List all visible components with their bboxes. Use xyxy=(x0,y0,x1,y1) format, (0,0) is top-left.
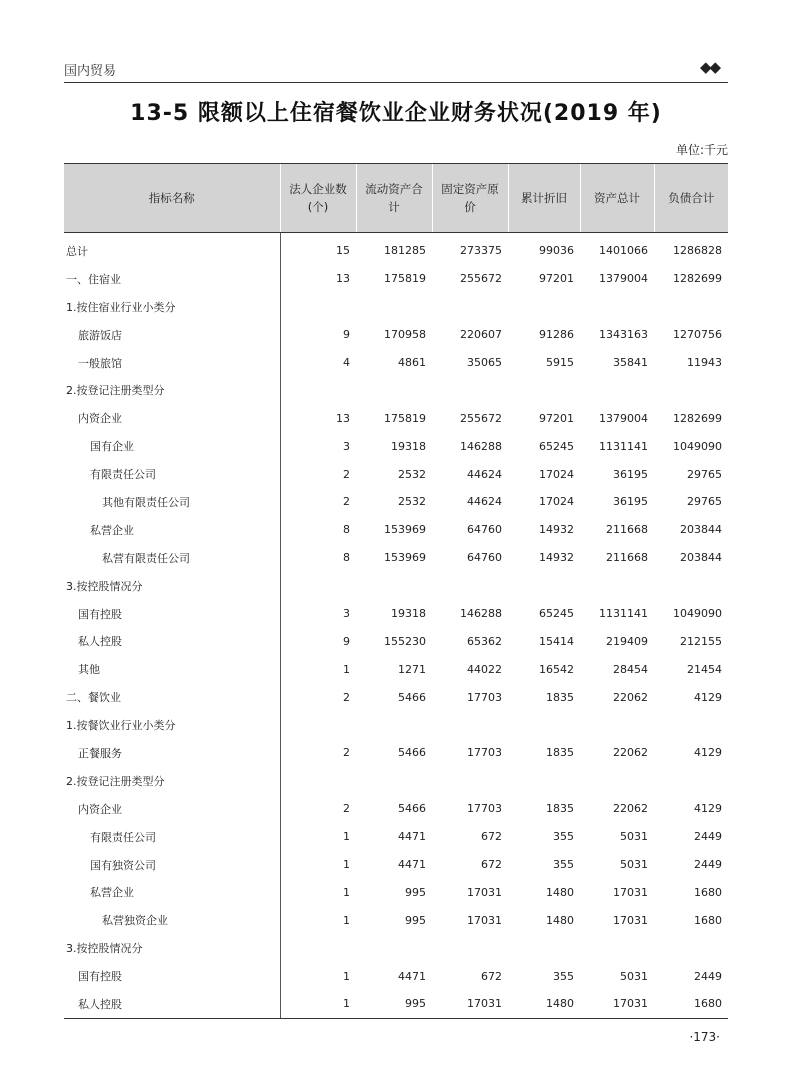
table-cell xyxy=(654,572,728,600)
column-header: 固定资产原 价 xyxy=(432,164,508,233)
table-cell xyxy=(508,572,580,600)
table-cell xyxy=(508,711,580,739)
table-cell: 5031 xyxy=(620,858,648,872)
table-cell: 255672 xyxy=(460,272,502,286)
table-cell: 211668 xyxy=(606,523,648,537)
table-row xyxy=(64,572,728,600)
row-label: 其他 xyxy=(64,655,280,683)
row-label: 3.按控股情况分 xyxy=(64,572,280,600)
table-cell: 1 xyxy=(343,885,350,899)
table-cell xyxy=(654,767,728,795)
table-cell: 4 xyxy=(343,356,350,369)
table-cell xyxy=(280,376,356,404)
table-cell: 15414 xyxy=(539,634,574,648)
row-label: 私营有限责任公司 xyxy=(64,544,280,572)
table-cell xyxy=(280,934,356,962)
table-cell: 155230 xyxy=(384,634,426,648)
table-cell: 175819 xyxy=(384,411,426,425)
table-cell: 29765 xyxy=(687,467,722,481)
table-cell: 1049090 xyxy=(673,607,722,621)
table-cell: 212155 xyxy=(680,634,722,648)
row-label: 私营独资企业 xyxy=(64,906,280,934)
table-cell xyxy=(654,293,728,321)
table-cell xyxy=(580,767,654,795)
table-row xyxy=(64,265,728,293)
table-cell: 2449 xyxy=(694,830,722,844)
table-cell: 995 xyxy=(405,885,426,899)
table-cell xyxy=(356,767,432,795)
table-cell: 1282699 xyxy=(673,272,722,286)
table-cell: 4471 xyxy=(398,858,426,872)
table-row xyxy=(64,711,728,739)
table-cell: 5466 xyxy=(398,802,426,816)
table-cell xyxy=(508,376,580,404)
table-cell: 99036 xyxy=(539,244,574,258)
row-label: 1.按餐饮业行业小类分 xyxy=(64,711,280,739)
table-cell: 4861 xyxy=(398,356,426,369)
table-row xyxy=(64,851,728,879)
column-header: 流动资产合 计 xyxy=(356,164,432,233)
table-cell: 29765 xyxy=(687,495,722,509)
table-cell: 97201 xyxy=(539,411,574,425)
column-header: 负债合计 xyxy=(654,164,728,233)
table-cell: 1271 xyxy=(398,662,426,676)
table-cell: 1480 xyxy=(508,990,580,1018)
table-cell: 36195 xyxy=(613,495,648,509)
table-cell: 5466 xyxy=(398,690,426,704)
row-label: 国有控股 xyxy=(64,600,280,628)
table-cell: 65362 xyxy=(467,634,502,648)
table-cell: 4471 xyxy=(398,969,426,983)
table-cell: 44624 xyxy=(467,467,502,481)
table-cell: 672 xyxy=(481,858,502,872)
table-cell xyxy=(654,934,728,962)
row-label: 其他有限责任公司 xyxy=(64,488,280,516)
table-cell xyxy=(580,376,654,404)
table-cell: 4129 xyxy=(694,802,722,816)
table-row xyxy=(64,767,728,795)
table-cell: 1379004 xyxy=(599,272,648,286)
row-label: 2.按登记注册类型分 xyxy=(64,376,280,404)
table-cell: 1282699 xyxy=(673,411,722,425)
table-row xyxy=(64,516,728,544)
table-cell: 97201 xyxy=(539,272,574,286)
table-row xyxy=(64,544,728,572)
table-cell: 17031 xyxy=(613,913,648,927)
row-label: 私营企业 xyxy=(64,878,280,906)
table-cell: 1480 xyxy=(546,913,574,927)
table-cell: 355 xyxy=(553,858,574,872)
table-cell: 995 xyxy=(405,913,426,927)
table-cell: 175819 xyxy=(384,272,426,286)
table-cell: 203844 xyxy=(680,551,722,565)
table-cell: 1 xyxy=(343,830,350,844)
table-cell: 28454 xyxy=(613,662,648,676)
table-cell: 1680 xyxy=(694,885,722,899)
table-cell: 21454 xyxy=(687,662,722,676)
table-cell: 1131141 xyxy=(599,607,648,621)
table-cell: 220607 xyxy=(460,328,502,342)
table-cell: 17031 xyxy=(613,885,648,899)
row-label: 私营企业 xyxy=(64,516,280,544)
table-cell: 153969 xyxy=(384,523,426,537)
table-cell: 17024 xyxy=(539,495,574,509)
table-cell: 170958 xyxy=(384,328,426,342)
table-cell: 2 xyxy=(343,690,350,704)
row-label: 国有控股 xyxy=(64,962,280,990)
row-label: 总计 xyxy=(64,233,280,265)
table-row xyxy=(64,321,728,349)
row-label: 国有企业 xyxy=(64,432,280,460)
table-cell: 91286 xyxy=(539,328,574,342)
table-cell: 1 xyxy=(343,969,350,983)
table-cell: 355 xyxy=(553,969,574,983)
table-cell: 2 xyxy=(343,802,350,816)
table-cell: 1480 xyxy=(546,885,574,899)
table-cell xyxy=(508,934,580,962)
table-row xyxy=(64,376,728,404)
table-cell: 1835 xyxy=(546,746,574,760)
page-title: 13-5 限额以上住宿餐饮业企业财务状况(2019 年) xyxy=(130,101,662,126)
table-row xyxy=(64,683,728,711)
table-cell: 219409 xyxy=(606,634,648,648)
row-label: 二、餐饮业 xyxy=(64,683,280,711)
table-cell xyxy=(432,934,508,962)
running-header-section: 国内贸易 xyxy=(64,64,117,79)
table-cell: 4129 xyxy=(694,746,722,760)
table-cell: 5031 xyxy=(620,830,648,844)
table-cell: 1835 xyxy=(546,690,574,704)
row-label: 国有独资公司 xyxy=(64,851,280,879)
table-cell xyxy=(356,376,432,404)
table-cell: 44022 xyxy=(467,662,502,676)
table-cell: 1 xyxy=(343,913,350,927)
table-cell: 1270756 xyxy=(673,328,722,342)
table-cell: 11943 xyxy=(687,356,722,369)
table-cell: 2 xyxy=(343,467,350,481)
table-cell xyxy=(356,572,432,600)
row-label: 1.按住宿业行业小类分 xyxy=(64,293,280,321)
table-cell: 15 xyxy=(336,244,350,258)
row-label: 有限责任公司 xyxy=(64,460,280,488)
row-label: 私人控股 xyxy=(64,627,280,655)
table-cell: 2 xyxy=(343,746,350,760)
row-label: 一般旅馆 xyxy=(64,349,280,377)
table-cell: 22062 xyxy=(613,690,648,704)
row-label: 内资企业 xyxy=(64,404,280,432)
table-row xyxy=(64,233,728,265)
table-cell xyxy=(654,376,728,404)
table-cell xyxy=(580,572,654,600)
table-cell: 5466 xyxy=(398,746,426,760)
table-row xyxy=(64,962,728,990)
table-cell: 255672 xyxy=(460,411,502,425)
table-cell xyxy=(356,711,432,739)
table-cell: 17703 xyxy=(467,690,502,704)
table-cell: 9 xyxy=(343,634,350,648)
table-cell: 8 xyxy=(343,523,350,537)
table-cell: 16542 xyxy=(539,662,574,676)
table-cell: 17703 xyxy=(467,802,502,816)
table-cell: 2449 xyxy=(694,969,722,983)
table-cell: 181285 xyxy=(384,244,426,258)
unit-label: 单位:千元 xyxy=(675,143,728,157)
table-cell xyxy=(356,934,432,962)
table-row xyxy=(64,878,728,906)
table-cell: 17703 xyxy=(467,746,502,760)
table-cell: 2 xyxy=(343,495,350,509)
table-cell: 35065 xyxy=(467,356,502,369)
table-cell xyxy=(432,711,508,739)
table-cell: 355 xyxy=(553,830,574,844)
table-cell: 65245 xyxy=(539,439,574,453)
table-cell: 672 xyxy=(481,969,502,983)
table-cell xyxy=(356,293,432,321)
table-cell: 1379004 xyxy=(599,411,648,425)
table-cell xyxy=(432,293,508,321)
table-cell: 14932 xyxy=(539,551,574,565)
table-body xyxy=(64,233,728,1019)
table-row xyxy=(64,460,728,488)
table-row xyxy=(64,655,728,683)
table-cell: 9 xyxy=(343,328,350,342)
table-row xyxy=(64,906,728,934)
table-cell: 1286828 xyxy=(673,244,722,258)
column-header: 指标名称 xyxy=(64,164,280,233)
table-cell: 36195 xyxy=(613,467,648,481)
table-cell: 64760 xyxy=(467,551,502,565)
table-cell xyxy=(280,293,356,321)
table-cell: 44624 xyxy=(467,495,502,509)
table-cell: 203844 xyxy=(680,523,722,537)
column-header: 资产总计 xyxy=(580,164,654,233)
column-header: 法人企业数 (个) xyxy=(280,164,356,233)
table-cell xyxy=(280,572,356,600)
table-row xyxy=(64,934,728,962)
table-cell: 1131141 xyxy=(599,439,648,453)
table-row xyxy=(64,404,728,432)
table-cell: 146288 xyxy=(460,439,502,453)
page-number: ·173· xyxy=(689,1030,720,1044)
table-cell: 211668 xyxy=(606,551,648,565)
table-row xyxy=(64,488,728,516)
row-label: 3.按控股情况分 xyxy=(64,934,280,962)
table-row xyxy=(64,627,728,655)
row-label: 有限责任公司 xyxy=(64,823,280,851)
table-cell: 22062 xyxy=(613,746,648,760)
table-cell: 65245 xyxy=(539,607,574,621)
table-cell: 273375 xyxy=(460,244,502,258)
table-cell: 5915 xyxy=(546,356,574,369)
table-cell: 13 xyxy=(336,411,350,425)
table-cell: 19318 xyxy=(391,607,426,621)
table-cell: 3 xyxy=(343,439,350,453)
table-cell: 1 xyxy=(343,858,350,872)
table-cell: 153969 xyxy=(384,551,426,565)
table-cell: 1401066 xyxy=(599,244,648,258)
table-row xyxy=(64,795,728,823)
finance-table xyxy=(64,163,728,1019)
table-row xyxy=(64,739,728,767)
table-cell: 19318 xyxy=(391,439,426,453)
table-cell: 22062 xyxy=(613,802,648,816)
table-cell: 672 xyxy=(481,830,502,844)
table-cell: 1049090 xyxy=(673,439,722,453)
table-row xyxy=(64,600,728,628)
table-cell: 17031 xyxy=(432,990,508,1018)
table-cell: 4471 xyxy=(398,830,426,844)
table-cell xyxy=(432,376,508,404)
table-cell: 146288 xyxy=(460,607,502,621)
row-label: 私人控股 xyxy=(64,990,280,1018)
table-cell: 4129 xyxy=(694,690,722,704)
table-cell xyxy=(432,572,508,600)
table-cell: 17031 xyxy=(580,990,654,1018)
table-cell: 5031 xyxy=(620,969,648,983)
table-cell: 2532 xyxy=(398,495,426,509)
table-cell: 2532 xyxy=(398,467,426,481)
table-cell: 1680 xyxy=(654,990,728,1018)
column-header: 累计折旧 xyxy=(508,164,580,233)
table-cell: 14932 xyxy=(539,523,574,537)
table-cell: 8 xyxy=(343,551,350,565)
row-label: 一、住宿业 xyxy=(64,265,280,293)
table-row xyxy=(64,990,728,1018)
table-cell: 64760 xyxy=(467,523,502,537)
table-cell: 17024 xyxy=(539,467,574,481)
table-row xyxy=(64,349,728,377)
table-cell xyxy=(508,293,580,321)
table-row xyxy=(64,432,728,460)
table-row xyxy=(64,823,728,851)
table-cell xyxy=(280,767,356,795)
table-cell xyxy=(280,711,356,739)
table-cell xyxy=(432,767,508,795)
table-cell xyxy=(508,767,580,795)
row-label: 旅游饭店 xyxy=(64,321,280,349)
table-cell xyxy=(580,293,654,321)
table-cell: 17031 xyxy=(467,885,502,899)
table-row xyxy=(64,293,728,321)
table-cell: 17031 xyxy=(467,913,502,927)
header-rule xyxy=(64,82,728,83)
table-cell: 1680 xyxy=(694,913,722,927)
table-cell: 1 xyxy=(280,990,356,1018)
table-header-row xyxy=(64,164,728,233)
table-cell: 995 xyxy=(356,990,432,1018)
table-cell xyxy=(580,934,654,962)
table-cell: 1 xyxy=(343,662,350,676)
table-cell: 13 xyxy=(336,272,350,286)
diamond-ornament-icon: ◆◆ xyxy=(700,58,720,76)
table-cell: 1343163 xyxy=(599,328,648,342)
row-label: 2.按登记注册类型分 xyxy=(64,767,280,795)
row-label: 正餐服务 xyxy=(64,739,280,767)
table-cell: 35841 xyxy=(613,356,648,369)
table-cell xyxy=(654,711,728,739)
table-cell xyxy=(580,711,654,739)
table-cell: 1835 xyxy=(546,802,574,816)
row-label: 内资企业 xyxy=(64,795,280,823)
table-cell: 3 xyxy=(343,607,350,621)
table-cell: 2449 xyxy=(694,858,722,872)
